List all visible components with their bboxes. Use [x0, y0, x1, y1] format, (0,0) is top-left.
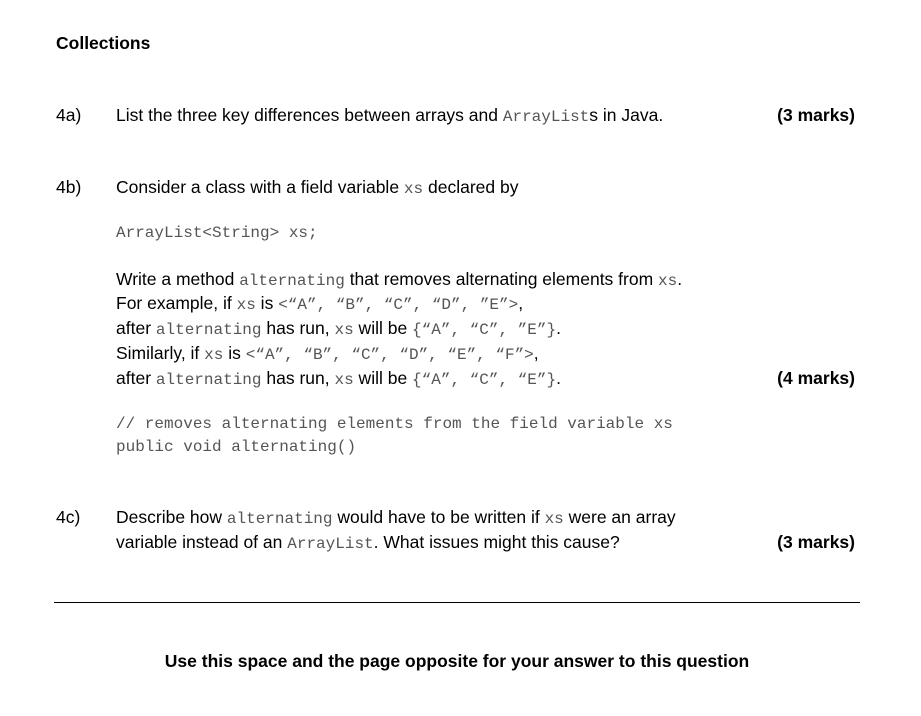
q4b-l5-code3: {“A”, “C”, “E”} — [412, 371, 557, 389]
q4b-l1-a: Write a method — [116, 269, 240, 289]
q4b-l3-code2: xs — [334, 321, 354, 339]
q4b-l4-code2: <“A”, “B”, “C”, “D”, “E”, “F”> — [245, 346, 534, 364]
q4b-line-5 — [116, 367, 561, 391]
q4b-l5-c: will be — [353, 368, 413, 388]
question-4b-number: 4b) — [56, 177, 82, 197]
q4b-comment-line: // removes alternating elements from the field variable xs — [116, 415, 673, 433]
q4c-line-1 — [116, 506, 676, 530]
q4b-l2-b: is — [255, 293, 279, 313]
q4b-l1-code: alternating — [239, 272, 345, 290]
q4b-l2-c: , — [518, 293, 524, 313]
q4b-l4-b: is — [223, 343, 246, 363]
q4b-l2-code: xs — [236, 296, 256, 314]
q4a-code: ArrayList — [502, 108, 590, 126]
q4b-l3-b: has run, — [261, 318, 335, 338]
q4b-intro-before: Consider a class with a field variable — [116, 177, 404, 197]
q4c-l2-code: ArrayList — [287, 535, 374, 553]
q4b-line-1 — [116, 268, 682, 292]
q4b-l5-code2: xs — [334, 371, 354, 389]
divider-rule — [54, 602, 860, 603]
q4b-l2-code2: <“A”, “B”, “C”, “D”, ”E”> — [278, 296, 519, 314]
q4c-l1-a: Describe how — [116, 507, 227, 527]
answer-space-footer: Use this space and the page opposite for your answer to this question — [164, 651, 750, 671]
q4b-l5-d: . — [556, 368, 561, 388]
q4b-declaration: ArrayList<String> xs; — [116, 224, 318, 242]
q4b-l3-code3: {“A”, “C”, ”E”} — [412, 321, 557, 339]
q4b-l5-code: alternating — [155, 371, 262, 389]
question-4a-marks: (3 marks) — [777, 105, 855, 125]
q4b-l3-d: . — [556, 318, 561, 338]
question-4c-number: 4c) — [56, 507, 81, 527]
q4c-l1-code2: xs — [544, 510, 564, 528]
q4b-l3-a: after — [116, 318, 156, 338]
section-title: Collections — [56, 33, 151, 53]
q4c-l1-code: alternating — [226, 510, 333, 528]
q4c-l2-b: . What issues might this cause? — [373, 532, 620, 552]
q4b-line-3 — [116, 317, 561, 341]
q4b-line-4 — [116, 342, 539, 366]
question-4a-number: 4a) — [56, 105, 82, 125]
question-4b-intro — [116, 176, 518, 200]
q4c-line-2 — [116, 531, 620, 555]
q4b-l2-a: For example, if — [116, 293, 237, 313]
q4c-l2-a: variable instead of an — [116, 532, 288, 552]
q4b-intro-after: declared by — [423, 177, 519, 197]
q4c-l1-c: were an array — [563, 507, 676, 527]
q4b-line-2 — [116, 292, 523, 316]
q4b-l4-code: xs — [204, 346, 224, 364]
question-4a-text — [116, 104, 663, 128]
q4b-l4-c: , — [533, 343, 539, 363]
q4a-text-after: s in Java. — [589, 105, 664, 125]
q4b-l1-c: . — [677, 269, 683, 289]
q4b-l4-a: Similarly, if — [116, 343, 205, 363]
q4b-intro-code: xs — [403, 180, 424, 198]
q4b-l5-a: after — [116, 368, 156, 388]
question-4c-marks: (3 marks) — [777, 532, 855, 552]
q4c-l1-b: would have to be written if — [332, 507, 545, 527]
q4b-l3-code: alternating — [155, 321, 262, 339]
q4b-l5-b: has run, — [261, 368, 335, 388]
q4a-text-before: List the three key differences between arrays and — [116, 105, 503, 125]
q4b-signature-line: public void alternating() — [116, 438, 357, 456]
q4b-l1-b: that removes alternating elements from — [344, 269, 659, 289]
q4b-l3-c: will be — [353, 318, 413, 338]
q4b-l1-code2: xs — [658, 272, 678, 290]
question-4b-marks: (4 marks) — [777, 368, 855, 388]
